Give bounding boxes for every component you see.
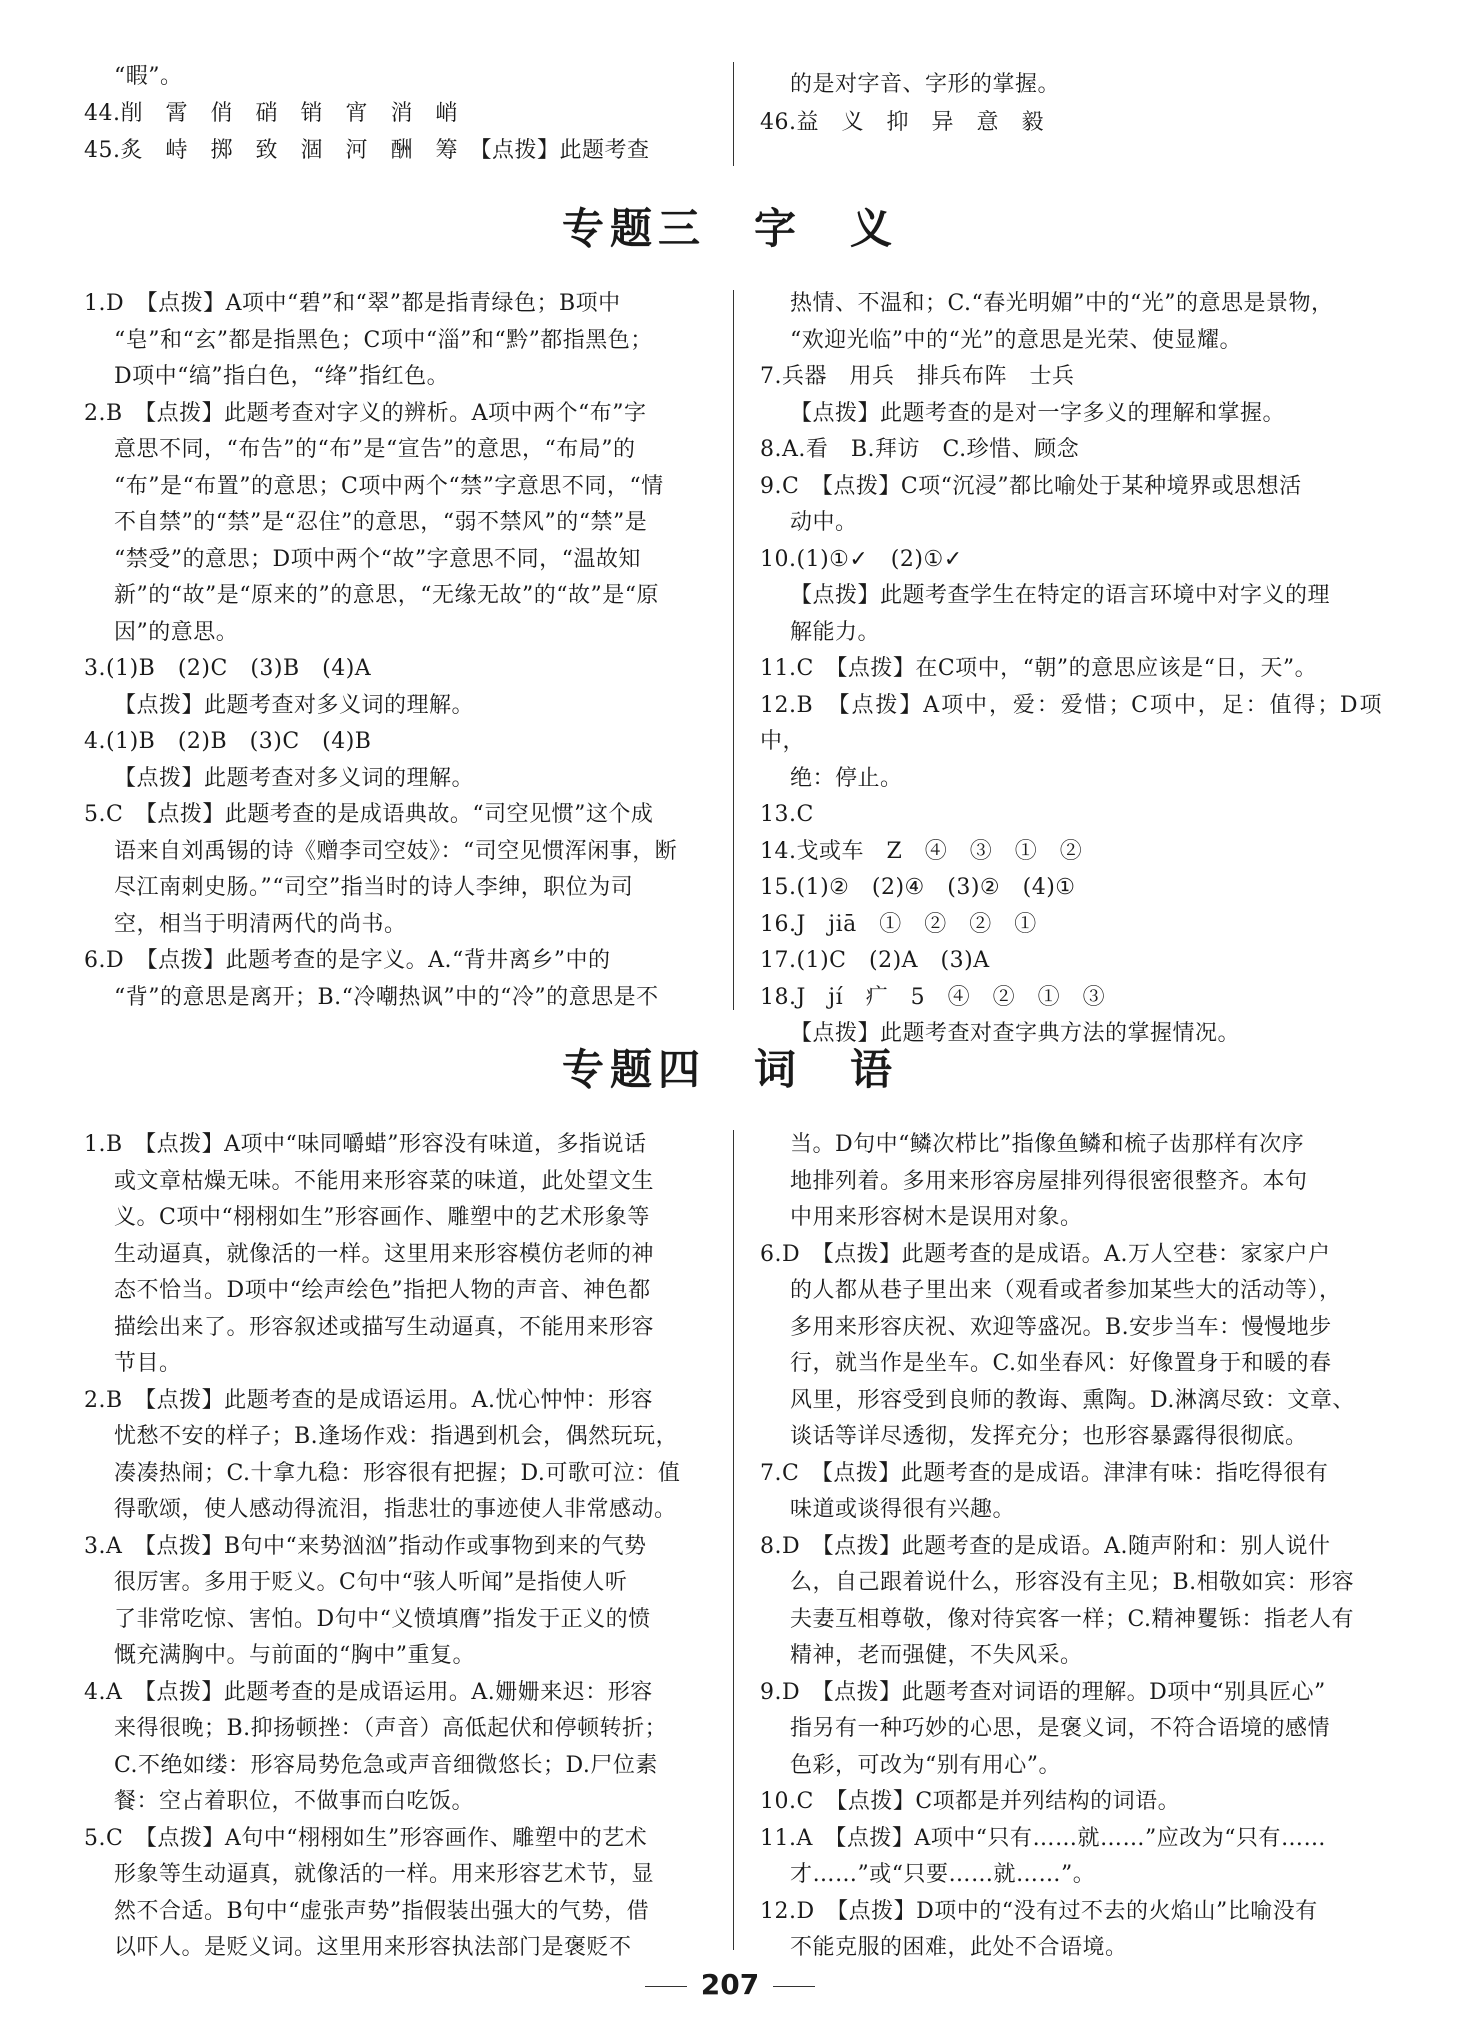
answer-line: 了非常吃惊、害怕。D句中“义愤填膺”指发于正义的愤 [114,1606,651,1632]
answer-line: 精神，老而强健，不失风采。 [790,1643,1083,1668]
answer-line: 18.J jí 疒 5 ④ ② ① ③ [760,984,1106,1010]
answer-line: D项中“缟”指白色，“绛”指红色。 [114,364,450,389]
answer-line: 1.B 【点拨】A项中“味同嚼蜡”形容没有味道，多指说话 [84,1132,647,1157]
top-left-column [84,58,714,169]
answer-line: 描绘出来了。形容叙述或描写生动逼真，不能用来形容 [114,1314,655,1340]
answer-line: 9.C 【点拨】C项“沉浸”都比喻处于某种境界或思想活 [760,473,1302,499]
line: 的是对字音、字形的掌握。 [790,72,1061,97]
answer-line: 或文章枯燥无味。不能用来形容菜的味道，此处望文生 [114,1168,655,1194]
answer-line: 6.D 【点拨】此题考查的是成语。A.万人空巷：家家户户 [760,1241,1331,1267]
answer-line: 生动逼真，就像活的一样。这里用来形容模仿老师的神 [114,1241,655,1267]
answer-line: 热情、不温和；C.“春光明媚”中的“光”的意思是景物， [790,291,1334,316]
dash-right [773,1986,815,1987]
answer-line: 行，就当作是坐车。C.如坐春风：好像置身于和暖的春 [790,1351,1332,1376]
answer-line: 11.A 【点拨】A项中“只有……就……”应改为“只有…… [760,1825,1327,1851]
answer-line: 13.C [760,802,814,827]
answer-line: 17.(1)C (2)A (3)A [760,948,990,973]
section3-right-column [760,286,1382,1053]
answer-line: 新”的“故”是“原来的”的意思，“无缘无故”的“故”是“原 [114,583,659,608]
answer-line: 义。C项中“栩栩如生”形容画作、雕塑中的艺术形象等 [114,1205,650,1230]
answer-line: 空，相当于明清两代的尚书。 [114,911,407,937]
answer-line: 得歌颂，使人感动得流泪，指悲壮的事迹使人非常感动。 [114,1497,677,1522]
answer-line: 很厉害。多用于贬义。C句中“骇人听闻”是指使人听 [114,1570,628,1595]
answer-line: “皂”和“玄”都是指黑色；C项中“淄”和“黔”都指黑色； [114,327,653,353]
answer-line: 意思不同，“布告”的“布”是“宣告”的意思，“布局”的 [114,437,636,462]
page-number-text: 207 [700,1968,760,2001]
answer-line: 【点拨】此题考查的是对一字多义的理解和掌握。 [790,400,1286,426]
answer-line: 3.(1)B (2)C (3)B (4)A [84,656,372,681]
answer-line: 2.B 【点拨】此题考查对字义的辨析。A项中两个“布”字 [84,400,647,426]
answer-line: 因”的意思。 [114,619,239,645]
answer-line: 12.B 【点拨】A项中，爱：爱惜；C项中，足：值得；D项中， [760,692,1382,754]
answer-line: 风里，形容受到良师的教诲、熏陶。D.淋漓尽致：文章、 [790,1387,1355,1413]
line: 44.削 霄 俏 硝 销 宵 消 峭 [84,101,458,126]
answer-line: 来得很晚；B.抑扬顿挫：（声音）高低起伏和停顿转折； [114,1716,668,1741]
answer-line: C.不绝如缕：形容局势危急或声音细微悠长；D.尸位素 [114,1752,658,1778]
answer-line: 么，自己跟着说什么，形容没有主见；B.相敬如宾：形容 [790,1570,1355,1595]
answer-line: 15.(1)② (2)④ (3)② (4)① [760,875,1076,900]
answer-line: 7.C 【点拨】此题考查的是成语。津津有味：指吃得很有 [760,1460,1329,1486]
column-divider [733,290,734,1010]
answer-line: 多用来形容庆祝、欢迎等盛况。B.安步当车：慢慢地步 [790,1314,1332,1340]
section3-left-column [84,286,706,1016]
answer-line: 【点拨】此题考查对多义词的理解。 [114,765,475,791]
answer-line: 4.(1)B (2)B (3)C (4)B [84,729,372,754]
dash-left [645,1986,687,1987]
answer-line: 语来自刘禹锡的诗《赠李司空妓》：“司空见惯浑闲事，断 [114,838,678,864]
answer-line: 16.J jiā ① ② ② ① [760,911,1037,937]
answer-line: 6.D 【点拨】此题考查的是字义。A.“背井离乡”中的 [84,948,611,973]
answer-line: 味道或谈得很有兴趣。 [790,1497,1016,1522]
answer-line: 凑凑热闹；C.十拿九稳：形容很有把握；D.可歌可泣：值 [114,1460,681,1486]
answer-line: 绝：停止。 [790,765,903,791]
answer-line: “布”是“布置”的意思；C项中两个“禁”字意思不同，“情 [114,473,664,499]
answer-line: 7.兵器 用兵 排兵布阵 士兵 [760,364,1075,389]
answer-line: 2.B 【点拨】此题考查的是成语运用。A.忧心忡忡：形容 [84,1387,654,1413]
answer-line: 以吓人。是贬义词。这里用来形容执法部门是褒贬不 [114,1935,632,1960]
answer-line: 忧愁不安的样子；B.逢场作戏：指遇到机会，偶然玩玩， [114,1424,679,1449]
answer-line: 慨充满胸中。与前面的“胸中”重复。 [114,1643,475,1668]
answer-line: 当。D句中“鳞次栉比”指像鱼鳞和梳子齿那样有次序 [790,1132,1305,1157]
answer-line: 【点拨】此题考查对查字典方法的掌握情况。 [790,1021,1241,1046]
section-title-4: 专题四 词 语 [561,1045,898,1094]
answer-line: 5.C 【点拨】A句中“栩栩如生”形容画作、雕塑中的艺术 [84,1825,648,1851]
answer-line: 4.A 【点拨】此题考查的是成语运用。A.姗姗来迟：形容 [84,1679,653,1705]
answer-line: 中用来形容树木是误用对象。 [790,1205,1083,1230]
answer-line: 12.D 【点拨】D项中的“没有过不去的火焰山”比喻没有 [760,1898,1318,1924]
section4-right-column [760,1127,1382,1967]
answer-line: 不能克服的困难，此处不合语境。 [790,1935,1128,1960]
answer-line: 动中。 [790,510,858,535]
answer-line: “禁受”的意思；D项中两个“故”字意思不同，“温故知 [114,546,641,572]
answer-line: 【点拨】此题考查对多义词的理解。 [114,692,475,718]
answer-line: “背”的意思是离开；B.“冷嘲热讽”中的“冷”的意思是不 [114,984,659,1010]
answer-line: 形象等生动逼真，就像活的一样。用来形容艺术节，显 [114,1862,655,1887]
answer-line: 3.A 【点拨】B句中“来势汹汹”指动作或事物到来的气势 [84,1533,647,1559]
answer-line: 餐：空占着职位，不做事而白吃饭。 [114,1789,475,1814]
answer-line: 【点拨】此题考查学生在特定的语言环境中对字义的理 [790,583,1331,608]
answer-line: 1.D 【点拨】A项中“碧”和“翠”都是指青绿色；B项中 [84,291,621,316]
answer-line: 10.(1)①✓ (2)①✓ [760,546,963,572]
top-right-column [760,66,1380,142]
answer-line: 节目。 [114,1351,182,1376]
section4-left-column [84,1127,706,1967]
answer-line: 然不合适。B句中“虚张声势”指假装出强大的气势，借 [114,1898,650,1924]
line: 45.炙 峙 掷 致 涸 河 酬 筹 【点拨】此题考查 [84,138,650,163]
answer-line: 夫妻互相尊敬，像对待宾客一样；C.精神矍铄：指老人有 [790,1606,1355,1632]
answer-line: 的人都从巷子里出来（观看或者参加某些大的活动等）， [790,1278,1342,1303]
answer-line: 尽江南刺史肠。”“司空”指当时的诗人李绅，职位为司 [114,875,634,900]
answer-line: 11.C 【点拨】在C项中，“朝”的意思应该是“日，天”。 [760,656,1318,681]
answer-line: 谈话等详尽透彻，发挥充分；也形容暴露得很彻底。 [790,1424,1308,1449]
line: “暇”。 [114,64,183,89]
answer-line: 态不恰当。D项中“绘声绘色”指把人物的声音、神色都 [114,1278,651,1303]
answer-line: 8.D 【点拨】此题考查的是成语。A.随声附和：别人说什 [760,1533,1331,1559]
answer-line: 8.A.看 B.拜访 C.珍惜、顾念 [760,437,1080,462]
answer-line: 10.C 【点拨】C项都是并列结构的词语。 [760,1789,1181,1814]
answer-line: “欢迎光临”中的“光”的意思是光荣、使显耀。 [790,327,1242,353]
answer-line: 色彩，可改为“别有用心”。 [790,1752,1061,1778]
line: 46.益 义 抑 异 意 毅 [760,110,1044,135]
answer-line: 才……”或“只要……就……”。 [790,1862,1096,1887]
answer-line: 5.C 【点拨】此题考查的是成语典故。“司空见惯”这个成 [84,802,654,827]
column-divider [733,62,734,166]
answer-line: 地排列着。多用来形容房屋排列得很密很整齐。本句 [790,1168,1308,1194]
section-title-3: 专题三 字 义 [561,204,898,253]
answer-line: 不自禁”的“禁”是“忍住”的意思，“弱不禁风”的“禁”是 [114,510,648,535]
column-divider [733,1130,734,1950]
answer-line: 14.戈或车 Z ④ ③ ① ② [760,838,1083,864]
answer-line: 9.D 【点拨】此题考查对词语的理解。D项中“别具匠心” [760,1679,1326,1705]
answer-line: 解能力。 [790,619,881,645]
answer-line: 指另有一种巧妙的心思，是褒义词，不符合语境的感情 [790,1716,1331,1741]
page-number [0,1968,1460,2001]
